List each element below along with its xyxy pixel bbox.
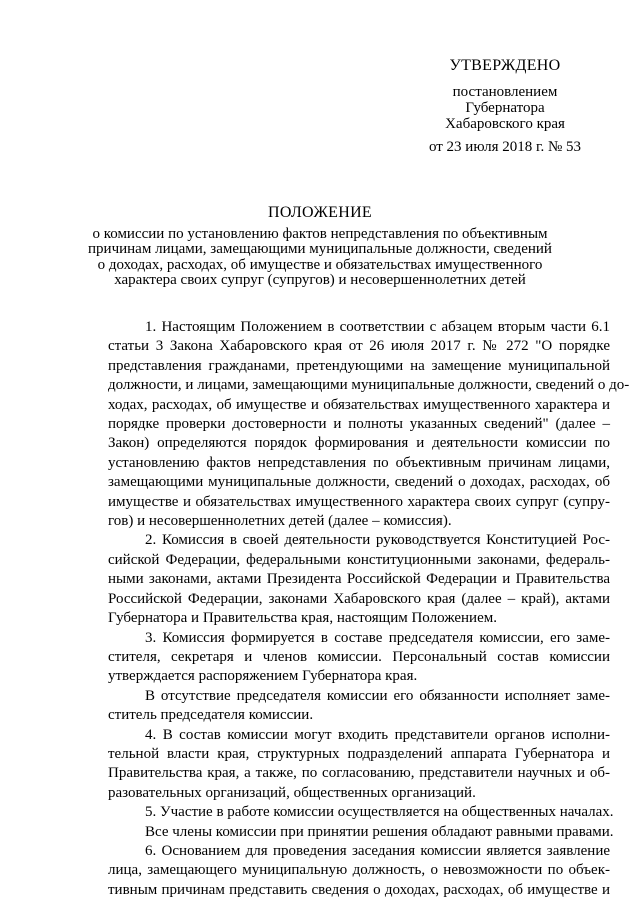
body-line: 4. В состав комиссии могут входить представители органов исполни-: [145, 726, 610, 743]
body-line: Губернатора и Правительства края, настоящим Положением.: [108, 610, 497, 627]
approval-line: Хабаровского края: [445, 116, 565, 132]
approval-line: постановлением: [452, 84, 558, 100]
body-line: утверждается распоряжением Губернатора края.: [108, 668, 418, 685]
body-line: Все члены комиссии при принятии решения обладают равными правами.: [145, 823, 614, 840]
body-line: тельной власти края, структурных подразделений аппарата Губернатора и: [108, 745, 610, 762]
body-line: ходах, расходах, об имуществе и обязательствах имущественного характера и: [108, 396, 610, 413]
document-subtitle-line: причинам лицами, замещающими муниципальные должности, сведений: [88, 241, 552, 257]
body-line: порядке проверки достоверности и полноты указанных сведений" (далее –: [108, 416, 610, 433]
body-line: В отсутствие председателя комиссии его обязанности исполняет заме-: [145, 687, 610, 704]
body-line: ститель председателя комиссии.: [108, 707, 314, 724]
body-line: установлению фактов непредставления по объективным причинам лицами,: [108, 454, 610, 471]
document-body: [108, 318, 630, 900]
document-title: ПОЛОЖЕНИЕ: [267, 204, 372, 221]
document-subtitle-line: о комиссии по установлению фактов непредставления по объективным: [92, 225, 548, 242]
body-line: замещающими муниципальные должности, сведений о доходах, расходах, об: [108, 474, 610, 491]
body-line: тивным причинам представить сведения о доходах, расходах, об имуществе и: [108, 881, 610, 898]
body-line: статьи 3 Закона Хабаровского края от 26 июля 2017 г. № 272 "О порядке: [108, 338, 610, 355]
body-line: 6. Основанием для проведения заседания комиссии является заявление: [145, 842, 610, 859]
body-line: имуществе и обязательствах имущественного характера своих супруг (супру-: [108, 493, 610, 510]
body-line: разовательных организаций, общественных организаций.: [108, 784, 476, 801]
body-line: 2. Комиссия в своей деятельности руководствуется Конституцией Рос-: [145, 532, 610, 549]
body-line: представления гражданами, претендующими на замещение муниципальной: [108, 357, 610, 374]
body-line: стителя, секретаря и членов комиссии. Персональный состав комиссии: [108, 648, 610, 665]
body-line: Закон) определяются порядок формирования и деятельности комиссии по: [108, 435, 610, 452]
body-line: 1. Настоящим Положением в соответствии с абзацем вторым части 6.1: [145, 319, 610, 335]
body-line: Российской Федерации, законами Хабаровского края (далее – край), актами: [108, 590, 610, 607]
body-line: 3. Комиссия формируется в составе председателя комиссии, его заме-: [145, 629, 610, 646]
body-line: ными законами, актами Президента Российской Федерации и Правительства: [108, 571, 610, 588]
document-subtitle-line: о доходах, расходах, об имуществе и обязательствах имущественного: [97, 256, 543, 273]
document-title-block: [80, 205, 560, 289]
approval-line: Губернатора: [465, 100, 545, 116]
body-line: гов) и несовершеннолетних детей (далее – комиссия).: [108, 513, 452, 530]
body-line: 5. Участие в работе комиссии осуществляется на общественных началах.: [145, 804, 614, 821]
body-line: должности, и лицами, замещающими муниципальные должности, сведений о до-: [108, 377, 630, 394]
body-line: Правительства края, а также, по согласованию, представители научных и об-: [108, 765, 610, 782]
body-line: лица, замещающего муниципальную должность, о невозможности по объек-: [108, 862, 610, 879]
document-subtitle-line: характера своих супруг (супругов) и несовершеннолетних детей: [114, 272, 526, 288]
body-line: сийской Федерации, федеральными конституционными законами, федераль-: [108, 551, 610, 568]
approval-stamp: [400, 58, 610, 155]
approval-date: от 23 июля 2018 г. № 53: [428, 139, 582, 155]
approval-heading: УТВЕРЖДЕНО: [449, 57, 561, 74]
